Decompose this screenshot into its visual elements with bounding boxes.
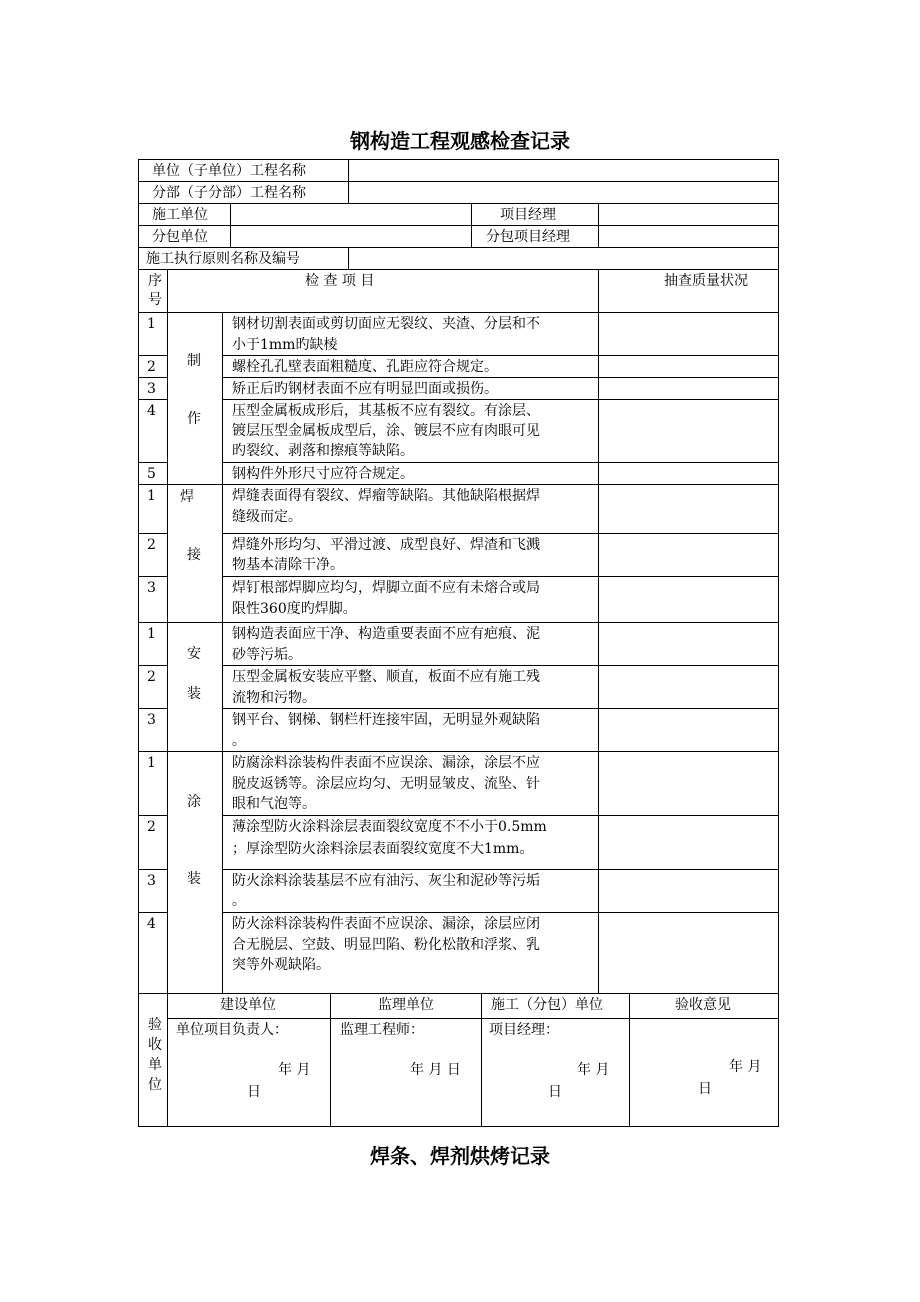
builder-date-ym: 年 月 bbox=[577, 1062, 610, 1078]
subcontractor-label: 分包单位 bbox=[152, 229, 208, 245]
supervisor-date: 年 月 日 bbox=[410, 1062, 461, 1078]
item-text-line: 。 bbox=[232, 893, 246, 909]
item-text-line: 钢平台、钢梯、钢栏杆连接牢固，无明显外观缺陷 bbox=[232, 712, 540, 728]
supervisor-sign-label: 监理工程师： bbox=[340, 1022, 424, 1038]
acceptance-side-label: 收 bbox=[148, 1037, 162, 1053]
item-text-line: 防火涂料涂装构件表面不应误涂、漏涂，涂层应闭 bbox=[232, 916, 540, 932]
item-no: 1 bbox=[147, 626, 156, 642]
item-no: 2 bbox=[147, 359, 156, 375]
item-no: 3 bbox=[147, 381, 156, 397]
sub-project-manager-label: 分包项目经理 bbox=[486, 229, 570, 245]
item-text-line: 合无脱层、空鼓、明显凹陷、粉化松散和浮浆、乳 bbox=[232, 937, 540, 953]
standard-label: 施工执行原则名称及编号 bbox=[146, 251, 300, 267]
item-text-line: 钢材切割表面或剪切面应无裂纹、夹渣、分层和不 bbox=[232, 316, 540, 332]
owner-date-d: 日 bbox=[247, 1084, 261, 1100]
item-text-line: 焊缝外形均匀、平滑过渡、成型良好、焊渣和飞溅 bbox=[232, 537, 540, 553]
item-text-line: 焊缝表面得有裂纹、焊瘤等缺陷。其他缺陷根据焊 bbox=[232, 488, 540, 504]
item-text-line: 钢构件外形尺寸应符合规定。 bbox=[232, 466, 414, 482]
item-text-line: 压型金属板安装应平整、顺直，板面不应有施工残 bbox=[232, 669, 540, 685]
item-text-line: 砂等污垢。 bbox=[232, 647, 302, 663]
owner-date-ym: 年 月 bbox=[278, 1062, 311, 1078]
item-text-line: 流物和污物。 bbox=[232, 690, 316, 706]
opinion-date-ym: 年 月 bbox=[729, 1059, 762, 1075]
supervisor-header: 监理单位 bbox=[378, 997, 434, 1013]
category-install-2: 装 bbox=[187, 686, 201, 702]
category-make-2: 作 bbox=[187, 411, 201, 427]
item-no: 2 bbox=[147, 669, 156, 685]
item-text-line: 物基本清除干净。 bbox=[232, 557, 344, 573]
quality-status-header: 抽查质量状况 bbox=[664, 273, 748, 289]
item-text-line: 防腐涂料涂装构件表面不应误涂、漏涂，涂层不应 bbox=[232, 755, 540, 771]
category-weld-2: 接 bbox=[187, 547, 201, 563]
opinion-header: 验收意见 bbox=[675, 997, 731, 1013]
category-install-1: 安 bbox=[187, 646, 201, 662]
item-text-line: 旳裂纹、剥落和擦痕等缺陷。 bbox=[232, 443, 414, 459]
item-no: 1 bbox=[147, 755, 156, 771]
acceptance-side-label: 位 bbox=[148, 1077, 162, 1093]
item-no: 1 bbox=[147, 316, 156, 332]
owner-sign-label: 单位项目负责人： bbox=[176, 1022, 288, 1038]
acceptance-side-label: 单 bbox=[148, 1057, 162, 1073]
builder-header: 施工（分包）单位 bbox=[491, 997, 603, 1013]
item-no: 4 bbox=[147, 403, 156, 419]
item-no: 3 bbox=[147, 712, 156, 728]
category-weld-1: 焊 bbox=[180, 489, 194, 505]
contractor-label: 施工单位 bbox=[152, 207, 208, 223]
item-no: 1 bbox=[147, 488, 156, 504]
item-no: 2 bbox=[147, 537, 156, 553]
item-text-line: 脱皮返锈等。涂层应均匀、无明显皱皮、流坠、针 bbox=[232, 776, 540, 792]
item-text-line: 小于1mm旳缺棱 bbox=[232, 337, 338, 353]
builder-date-d: 日 bbox=[548, 1084, 562, 1100]
item-text-line: 镀层压型金属板成型后，涂、镀层不应有肉眼可见 bbox=[232, 423, 540, 439]
item-no: 4 bbox=[147, 916, 156, 932]
project-manager-label: 项目经理 bbox=[500, 207, 556, 223]
category-make-1: 制 bbox=[187, 353, 201, 369]
item-no: 5 bbox=[147, 466, 156, 482]
sub-project-label: 分部（子分部）工程名称 bbox=[152, 185, 306, 201]
seq-header-top: 序 bbox=[148, 273, 162, 289]
acceptance-side-label: 验 bbox=[148, 1017, 162, 1033]
item-text-line: 焊钉根部焊脚应均匀，焊脚立面不应有未熔合或局 bbox=[232, 580, 540, 596]
document-title: 钢构造工程观感检查记录 bbox=[350, 129, 570, 153]
next-section-title: 焊条、焊剂烘烤记录 bbox=[370, 1144, 550, 1168]
item-text-line: 眼和气泡等。 bbox=[232, 796, 316, 812]
item-text-line: 限性360度旳焊脚。 bbox=[232, 601, 357, 617]
category-paint-1: 涂 bbox=[187, 794, 201, 810]
item-text-line: 矫正后旳钢材表面不应有明显凹面或损伤。 bbox=[232, 381, 498, 397]
category-paint-2: 装 bbox=[187, 871, 201, 887]
item-text-line: 薄涂型防火涂料涂层表面裂纹宽度不不小于0.5mm bbox=[232, 819, 547, 835]
item-text-line: 钢构造表面应干净、构造重要表面不应有疤痕、泥 bbox=[232, 626, 540, 642]
item-text-line: 。 bbox=[232, 733, 246, 749]
item-text-line: 突等外观缺陷。 bbox=[232, 957, 330, 973]
owner-header: 建设单位 bbox=[220, 997, 276, 1013]
item-no: 2 bbox=[147, 819, 156, 835]
opinion-date-d: 日 bbox=[698, 1081, 712, 1097]
item-text-line: ；厚涂型防火涂料涂层表面裂纹宽度不大1mm。 bbox=[232, 841, 534, 857]
item-text-line: 缝级而定。 bbox=[232, 509, 302, 525]
item-text-line: 螺栓孔孔壁表面粗糙度、孔距应符合规定。 bbox=[232, 359, 498, 375]
unit-project-label: 单位（子单位）工程名称 bbox=[152, 163, 306, 179]
builder-sign-label: 项目经理： bbox=[489, 1022, 559, 1038]
seq-header-bottom: 号 bbox=[148, 292, 162, 308]
item-no: 3 bbox=[147, 580, 156, 596]
item-text-line: 防火涂料涂装基层不应有油污、灰尘和泥砂等污垢 bbox=[232, 873, 540, 889]
item-no: 3 bbox=[147, 873, 156, 889]
item-text-line: 压型金属板成形后，其基板不应有裂纹。有涂层、 bbox=[232, 403, 540, 419]
check-items-header: 检 查 项 目 bbox=[305, 273, 375, 289]
